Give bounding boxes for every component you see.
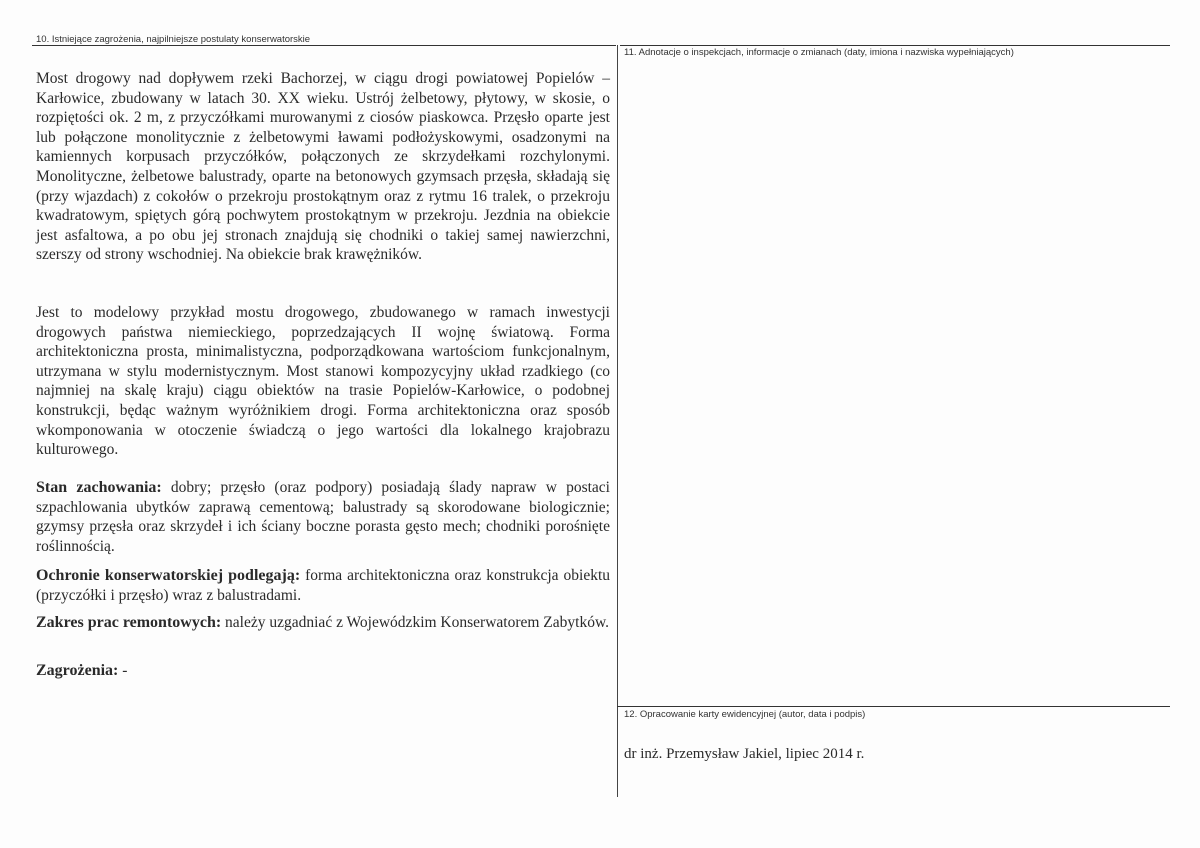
threats-block <box>36 661 610 681</box>
condition-block <box>36 478 610 556</box>
section10-heading: 10. Istniejące zagrożenia, najpilniejsze postulaty konserwatorskie <box>36 34 311 45</box>
condition-text: dobry; przęsło (oraz podpory) posiadają ślady napraw w postaci szpachlowania ubytków zaprawą cementową; balustrady są skorodowane biologicznie; gzymsy przęsła oraz skrzydeł i ich ściany boczne porasta gęsto mech; chodniki porośnięte roślinnością. <box>36 479 610 555</box>
section11-heading: 11. Adnotacje o inspekcjach, informacje o zmianach (daty, imiona i nazwiska wypełniających) <box>624 47 1014 58</box>
protection-label: Ochronie konserwatorskiej podlegają: <box>36 567 301 584</box>
section12-heading: 12. Opracowanie karty ewidencyjnej (autor, data i podpis) <box>624 709 866 720</box>
bridge-value-paragraph: Jest to modelowy przykład mostu drogowego, zbudowanego w ramach inwestycji drogowych państwa niemieckiego, poprzedzających II wojnę światową. Forma architektoniczna prosta, minimalistyczna, podporządkowana wartościom funkcjonalnym, utrzymana w stylu modernistycznym. Most stanowi kompozycyjny układ rzadkiego (co najmniej na skalę kraju) ciągu obiektów na trasie Popielów-Karłowice, o podobnej konstrukcji, będąc ważnym wyróżnikiem drogi. Forma architektoniczna oraz sposób wkomponowania w otoczenie świadczą o jego wartości dla lokalnego krajobrazu kulturowego. <box>36 304 610 459</box>
column-divider <box>617 45 618 797</box>
threats-label: Zagrożenia: <box>36 662 119 679</box>
bridge-description-paragraph: Most drogowy nad dopływem rzeki Bachorzej, w ciągu drogi powiatowej Popielów – Karłowice, zbudowany w latach 30. XX wieku. Ustrój żelbetowy, płytowy, w skosie, o rozpiętości ok. 2 m, z przyczółkami murowanymi z ciosów piaskowca. Przęsło oparte jest lub połączone monolitycznie z żelbetowymi ławami podłożyskowymi, osadzonymi na kamiennych korpusach przyczółków, połączonych ze skrzydełkami rozchylonymi. Monolityczne, żelbetowe balustrady, oparte na betonowych gzymsach przęsła, składają się (przy wjazdach) z cokołów o przekroju prostokątnym oraz z rytmu 16 tralek, o przekroju kwadratowym, spiętych górą pochwytem prostokątnym w przekroju. Jezdnia na obiekcie jest asfaltowa, a po obu jej stronach znajdują się chodniki o takiej samej nawierzchni, szerszy od strony wschodniej. Na obiekcie brak krawężników. <box>36 70 610 264</box>
repair-scope-block <box>36 613 610 633</box>
condition-label: Stan zachowania: <box>36 479 162 496</box>
repair-scope-text: należy uzgadniać z Wojewódzkim Konserwatorem Zabytków. <box>221 614 610 631</box>
section12-top-rule <box>617 706 1170 707</box>
section11-top-rule <box>620 45 1170 46</box>
threats-text: - <box>118 662 128 679</box>
card-author: dr inż. Przemysław Jakiel, lipiec 2014 r. <box>624 746 865 762</box>
repair-scope-label: Zakres prac remontowych: <box>36 614 222 631</box>
protection-text: forma architektoniczna oraz konstrukcja obiektu (przyczółki i przęsło) wraz z balustradami. <box>36 567 611 604</box>
section10-top-rule <box>32 45 616 46</box>
protection-block <box>36 566 610 605</box>
